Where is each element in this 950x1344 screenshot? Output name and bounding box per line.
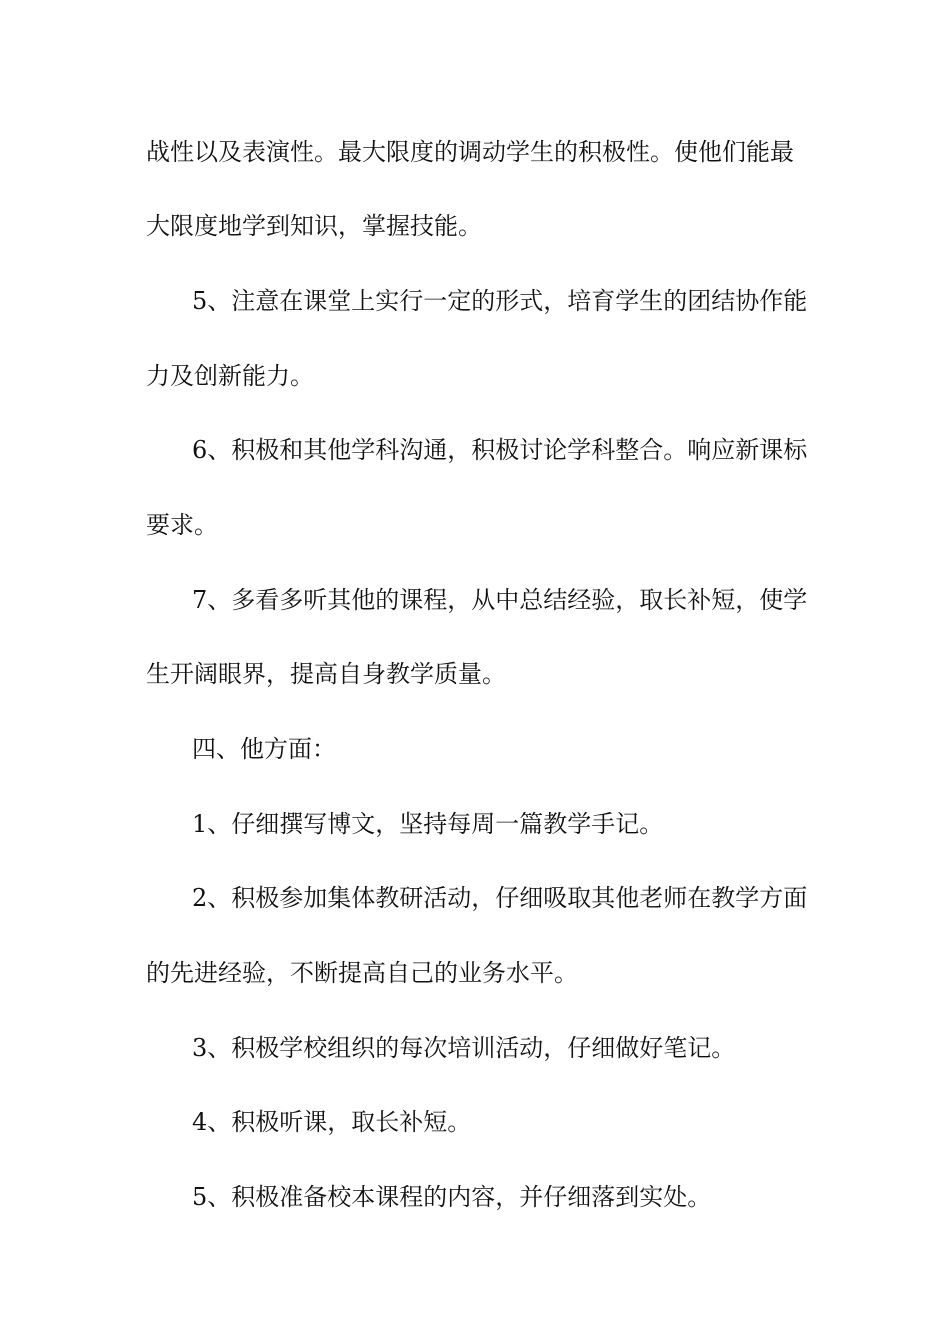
list-item-line: 4、积极听课，取长补短。 (192, 1108, 472, 1136)
list-item-line: 1、仔细撰写博文，坚持每周一篇教学手记。 (192, 810, 664, 838)
paragraph-line: 力及创新能力。 (146, 362, 314, 390)
paragraph-line: 战性以及表演性。最大限度的调动学生的积极性。使他们能最 (146, 138, 794, 166)
list-item-line: 5、注意在课堂上实行一定的形式，培育学生的团结协作能 (192, 287, 808, 315)
section-heading: 四、他方面： (192, 735, 336, 763)
list-item-line: 2、积极参加集体教研活动，仔细吸取其他老师在教学方面 (192, 884, 808, 912)
paragraph-line: 的先进经验，不断提高自己的业务水平。 (146, 959, 578, 987)
paragraph-line: 要求。 (146, 511, 218, 539)
list-item-line: 7、多看多听其他的课程，从中总结经验，取长补短，使学 (192, 586, 808, 614)
paragraph-line: 大限度地学到知识，掌握技能。 (146, 212, 482, 240)
list-item-line: 3、积极学校组织的每次培训活动，仔细做好笔记。 (192, 1034, 736, 1062)
list-item-line: 5、积极准备校本课程的内容，并仔细落到实处。 (192, 1183, 712, 1211)
list-item-line: 6、积极和其他学科沟通，积极讨论学科整合。响应新课标 (192, 436, 808, 464)
paragraph-line: 生开阔眼界，提高自身教学质量。 (146, 660, 506, 688)
